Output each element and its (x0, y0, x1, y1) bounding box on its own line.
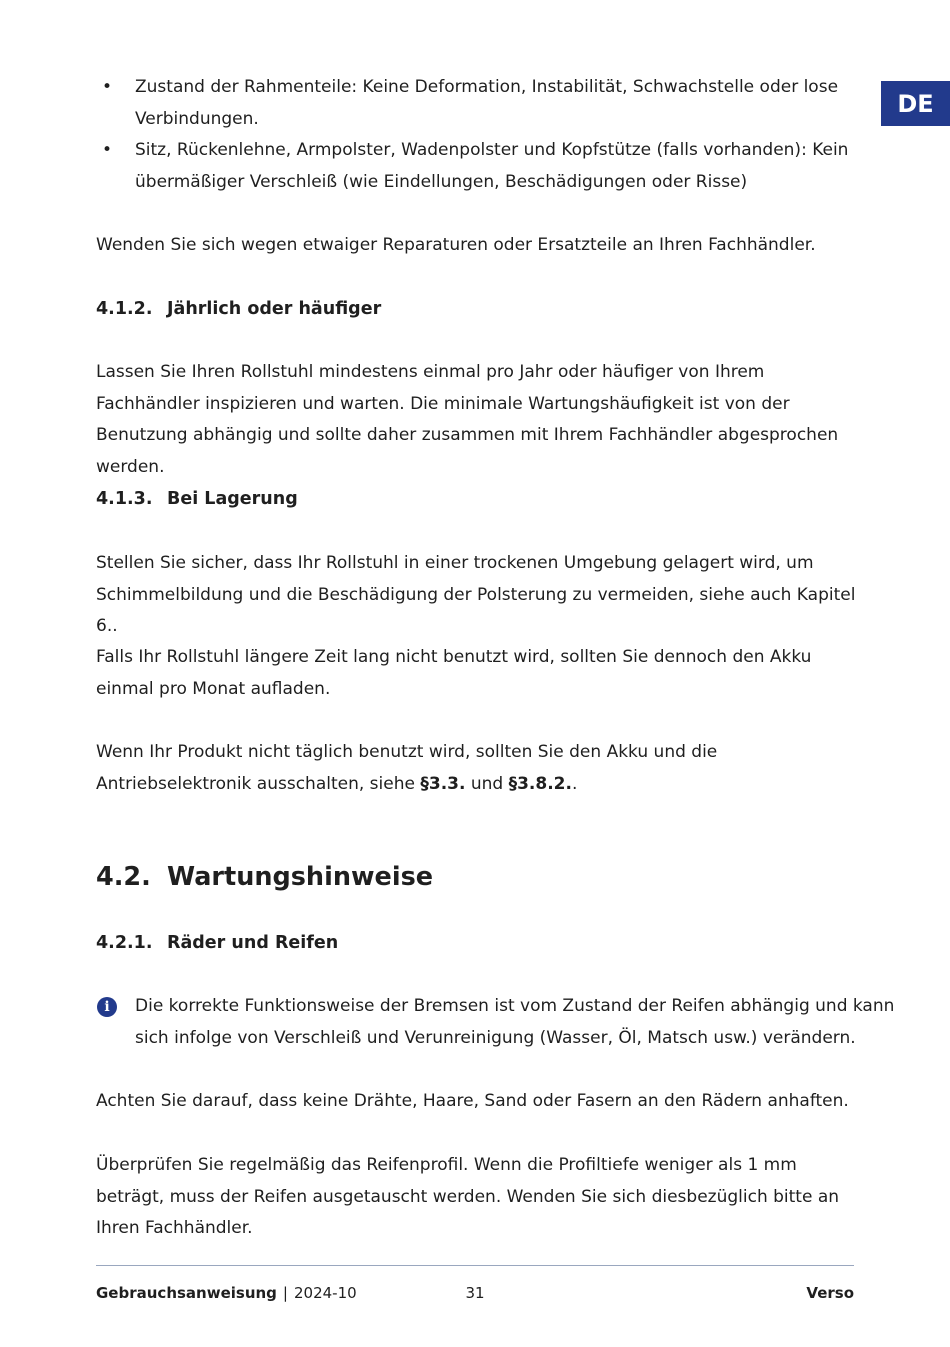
bullet-text: Sitz, Rückenlehne, Armpolster, Wadenpolster und Kopfstütze (falls vorhanden): Kein übermäßiger Verschleiß (wie Eindellungen, Beschädigungen oder Risse) (135, 140, 849, 192)
yearly-maintenance-paragraph: Lassen Sie Ihren Rollstuhl mindestens einmal pro Jahr oder häufiger von Ihrem Fachhändler inspizieren und warten. Die minimale Wartungshäufigkeit ist von der Benutzung abhängig und sollte daher zusammen mit Ihrem Fachhändler abgesprochen werden. (96, 362, 839, 477)
page-number: 31 (465, 1284, 485, 1302)
info-icon: i (97, 997, 117, 1017)
info-note-text: Die korrekte Funktionsweise der Bremsen ist vom Zustand der Reifen abhängig und kann sich infolge von Verschleiß und Verunreinigung (Wasser, Öl, Matsch usw.) verändern. (135, 996, 895, 1048)
storage-paragraph-2: Falls Ihr Rollstuhl längere Zeit lang nicht benutzt wird, sollten Sie dennoch den Akku einmal pro Monat aufladen. (96, 647, 812, 699)
footer-divider (96, 1265, 854, 1266)
wheels-paragraph-1: Achten Sie darauf, dass keine Drähte, Haare, Sand oder Fasern an den Rädern anhaften. (96, 1091, 849, 1111)
page-footer (96, 1280, 854, 1306)
storage-paragraph-1: Stellen Sie sicher, dass Ihr Rollstuhl in einer trockenen Umgebung gelagert wird, um Schimmelbildung und die Beschädigung der Polsterung zu vermeiden, siehe auch Kapitel 6.. (96, 553, 856, 637)
paragraph-text: und (465, 773, 509, 794)
language-tab: DE (881, 81, 950, 126)
list-item (96, 72, 856, 135)
wheels-paragraph-2: Überprüfen Sie regelmäßig das Reifenprofil. Wenn die Profiltiefe weniger als 1 mm beträgt, muss der Reifen ausgetauscht werden. Wenden Sie sich diesbezüglich bitte an Ihren Fachhändler. (96, 1155, 840, 1239)
section-heading-4-1-3 (96, 484, 856, 514)
footer-product-name: Verso (806, 1284, 854, 1302)
list-item (96, 135, 856, 198)
section-heading-4-1-2 (96, 294, 856, 324)
footer-date: 2024-10 (293, 1284, 357, 1302)
section-number: 4.2.1. (96, 933, 153, 953)
section-title: Wartungshinweise (167, 862, 434, 892)
section-title: Jährlich oder häufiger (167, 299, 382, 319)
cross-reference-3-8-2[interactable]: §3.8.2. (508, 773, 572, 794)
section-number: 4.1.3. (96, 489, 153, 509)
footer-separator: | (282, 1284, 288, 1302)
storage-paragraph-3 (96, 737, 856, 800)
info-note (96, 991, 895, 1054)
condition-bullet-list (96, 72, 856, 198)
bullet-symbol: • (102, 77, 113, 97)
repairs-paragraph: Wenden Sie sich wegen etwaiger Reparaturen oder Ersatzteile an Ihren Fachhändler. (96, 235, 816, 255)
cross-reference-3-3[interactable]: §3.3. (420, 773, 466, 794)
section-number: 4.2. (96, 862, 151, 892)
bullet-symbol: • (102, 140, 113, 161)
section-title: Räder und Reifen (167, 933, 339, 953)
section-heading-4-2 (96, 859, 856, 895)
paragraph-text: Wenn Ihr Produkt nicht täglich benutzt wird, sollten Sie den Akku und die Antriebselektronik ausschalten, siehe (96, 742, 718, 794)
paragraph-text: . (571, 773, 578, 794)
section-title: Bei Lagerung (167, 489, 298, 509)
bullet-text: Zustand der Rahmenteile: Keine Deformation, Instabilität, Schwachstelle oder lose Verbindungen. (135, 77, 839, 129)
footer-doc-type: Gebrauchsanweisung (96, 1284, 277, 1302)
section-heading-4-2-1 (96, 928, 856, 958)
section-number: 4.1.2. (96, 299, 153, 319)
